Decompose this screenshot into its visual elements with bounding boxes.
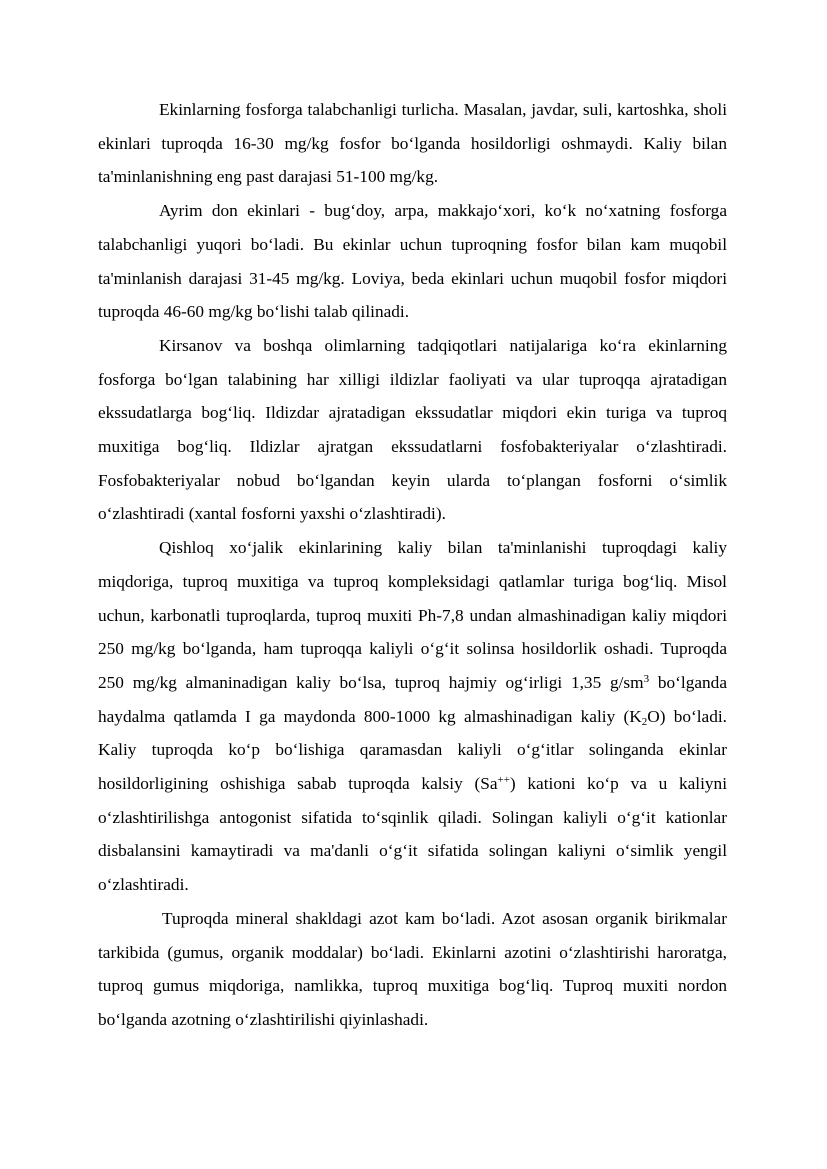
document-page — [98, 93, 727, 1037]
text-segment: ) kationi ko‘p va u kaliyni o‘zlashtirilishga antogonist sifatida to‘sqinlik qiladi. Solingan kaliyli o‘g‘it kationlar disbalansini kamaytiradi va ma'danli o‘g‘it sifatida solingan kaliyni o‘simlik yengil o‘zlashtiradi. — [98, 774, 727, 895]
subscript: 2 — [641, 715, 648, 728]
paragraph-nitrogen: Tuproqda mineral shakldagi azot kam bo‘ladi. Azot asosan organik birikmalar tarkibida (gumus, organik moddalar) bo‘ladi. Ekinlarni azotini o‘zlashtirishi haroratga, tuproq gumus miqdoriga, namlikka, tuproq muxitiga bog‘liq. Tuproq muxiti nordon bo‘lganda azotning o‘zlashtirilishi qiyinlashadi. — [98, 908, 727, 1029]
text-segment: bo‘lganda haydalma qatlamda I ga maydonda 800-1000 kg almashinadigan kaliy (K — [98, 672, 727, 726]
text-segment: Qishloq xo‘jalik ekinlarining kaliy bilan ta'minlanishi tuproqdagi kaliy miqdoriga, tuproq muxitiga va tuproq kompleksidagi qatlamlar turiga bog‘liq. Misol uchun, karbonatli tuproqlarda, tuproq muxiti Ph-7,8 undan almashinadigan kaliy miqdori 250 mg/kg bo‘lganda, ham tuproqqa kaliyli o‘g‘it solinsa hosildorlik oshadi. Tuproqda 250 mg/kg almaninadigan kaliy bo‘lsa, tuproq hajmiy og‘irligi 1,35 g/sm — [98, 538, 727, 692]
superscript: ++ — [497, 774, 510, 787]
paragraph-potassium-supply — [98, 531, 727, 902]
paragraph-kirsanov-research: Kirsanov va boshqa olimlarning tadqiqotlari natijalariga ko‘ra ekinlarning fosforga bo‘lgan talabining har xilligi ildizlar faoliyati va ular tuproqqa ajratadigan ekssudatlarga bog‘liq. Ildizdar ajratadigan ekssudatlar miqdori ekin turiga va tuproq muxitiga bog‘liq. Ildizlar ajratgan ekssudatlarni fosfobakteriyalar o‘zlashtiradi. Fosfobakteriyalar nobud bo‘lgandan keyin ularda to‘plangan fosforni o‘simlik o‘zlashtiradi (xantal fosforni yaxshi o‘zlashtiradi). — [98, 335, 727, 524]
superscript: 3 — [643, 672, 650, 685]
paragraph-phosphorus-requirement: Ekinlarning fosforga talabchanligi turlicha. Masalan, javdar, suli, kartoshka, sholi ekinlari tuproqda 16-30 mg/kg fosfor bo‘lganda hosildorligi oshmaydi. Kaliy bilan ta'minlanishning eng past darajasi 51-100 mg/kg. — [98, 100, 727, 187]
text-segment: O) bo‘ladi. Kaliy tuproqda ko‘p bo‘lishiga qaramasdan kaliyli o‘g‘itlar solinganda ekinlar hosildorligining oshishiga sabab tuproqda kalsiy (Sa — [98, 706, 727, 794]
paragraph-grain-crops: Ayrim don ekinlari - bug‘doy, arpa, makkajo‘xori, ko‘k no‘xatning fosforga talabchanligi yuqori bo‘ladi. Bu ekinlar uchun tuproqning fosfor bilan kam muqobil ta'minlanish darajasi 31-45 mg/kg. Loviya, beda ekinlari uchun muqobil fosfor miqdori tuproqda 46-60 mg/kg bo‘lishi talab qilinadi. — [98, 201, 727, 322]
